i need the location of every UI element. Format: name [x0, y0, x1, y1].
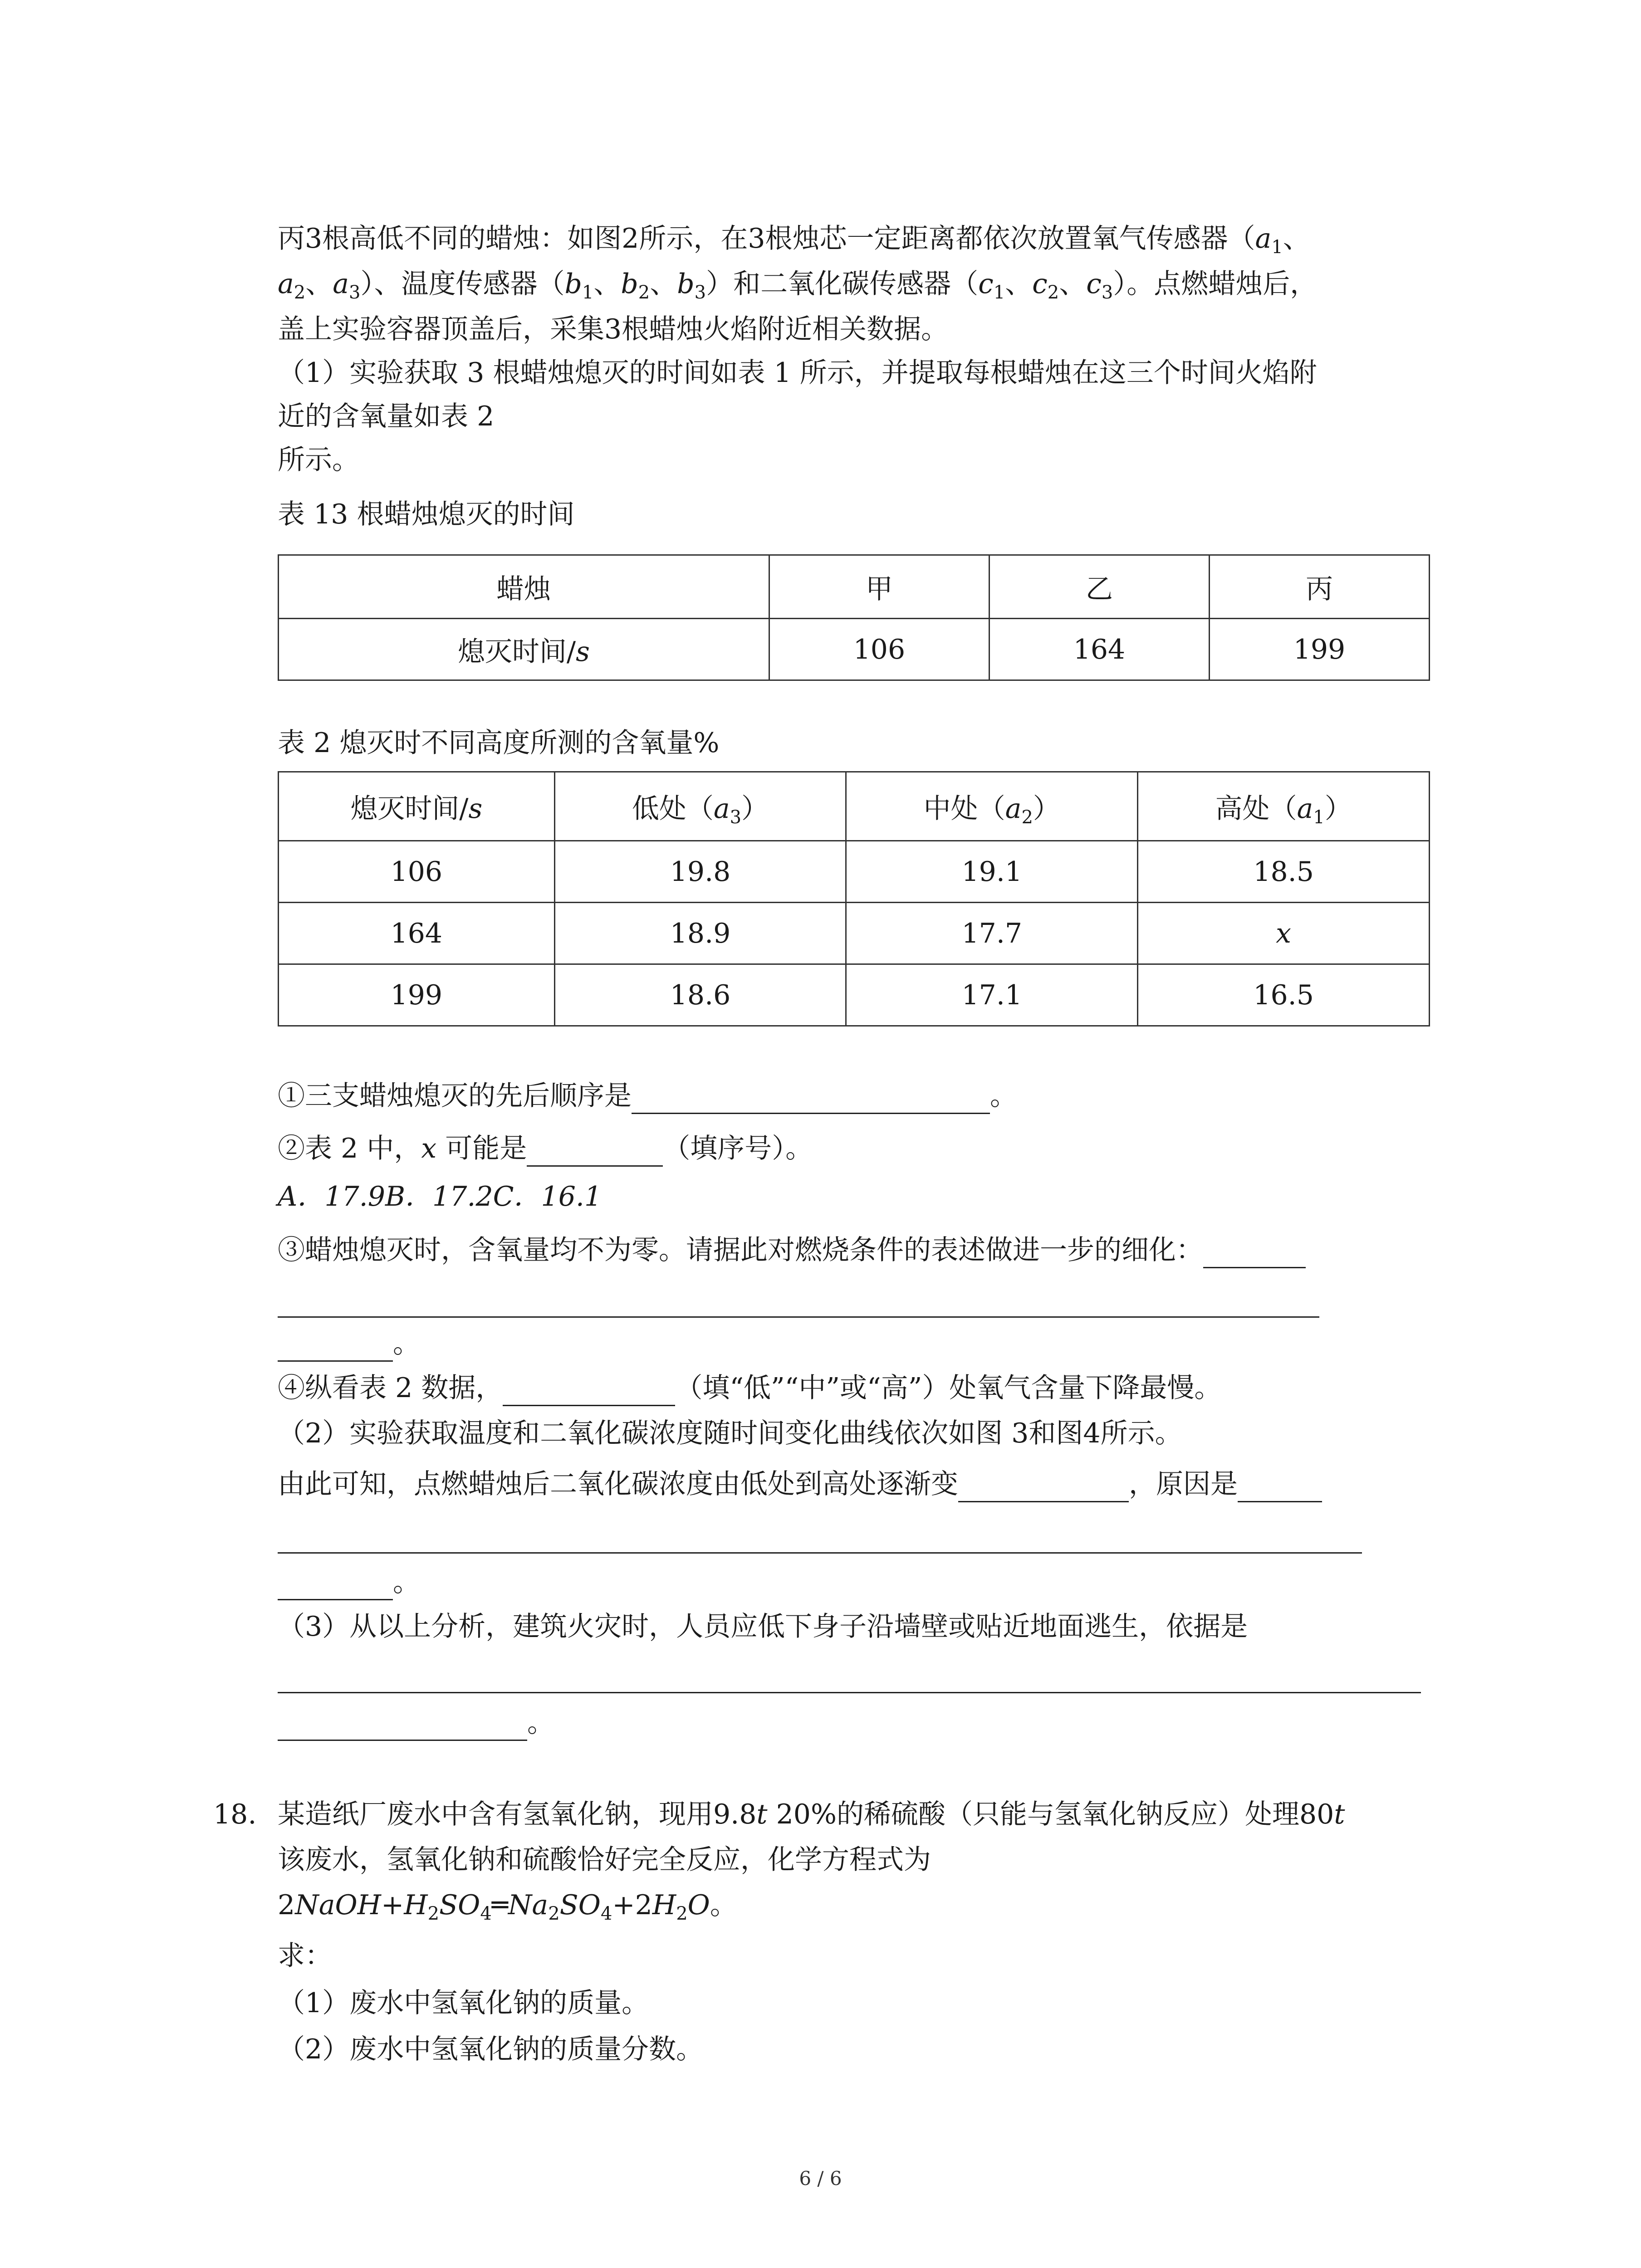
table1-header-cell: 蜡烛 — [279, 555, 769, 619]
q2-end: 。 — [278, 1564, 420, 1600]
q3-line-1: （3）从以上分析，建筑火灾时，人员应低下身子沿墙壁或贴近地面逃生，依据是 — [278, 1611, 1248, 1642]
q18-ask: 求： — [278, 1940, 332, 1972]
option-c: C．16.1 — [493, 1181, 602, 1212]
answer-options — [278, 1178, 602, 1215]
answer-blank[interactable] — [1203, 1239, 1306, 1268]
answer-blank[interactable] — [632, 1085, 990, 1114]
answer-blank[interactable] — [278, 1332, 393, 1362]
q2-line-2: 由此可知，点燃蜡烛后二氧化碳浓度由低处到高处逐渐变 ，原因是 — [278, 1466, 1322, 1502]
table1-header-cell: 甲 — [769, 555, 989, 619]
intro-line-1: 丙3根高低不同的蜡烛：如图2所示，在3根烛芯一定距离都依次放置氧气传感器（$a_1$、 — [278, 223, 1310, 258]
sub-question-4: ④纵看表 2 数据， （填“低”“中”或“高”）处氧气含量下降最慢。 — [278, 1370, 1221, 1406]
table1 — [278, 554, 1430, 681]
answer-blank[interactable] — [278, 1711, 527, 1741]
q18-line-1: 某造纸厂废水中含有氢氧化钠，现用9.8t 20%的稀硫酸（只能与氢氧化钠反应）处理80t — [278, 1799, 1345, 1830]
table2-cell: 17.1 — [846, 964, 1138, 1026]
q18-number: 18. — [213, 1799, 257, 1830]
table2-cell: x — [1138, 903, 1430, 964]
intro-line-3: 盖上实验容器顶盖后，采集3根蜡烛火焰附近相关数据。 — [278, 313, 949, 345]
table1-header-cell: 丙 — [1209, 555, 1429, 619]
table2-header-cell: 高处$(a_1)$ — [1138, 772, 1430, 841]
table2-cell: 19.8 — [554, 841, 846, 903]
table2-cell: 16.5 — [1138, 964, 1430, 1026]
table2 — [278, 771, 1430, 1026]
table2-cell: 18.6 — [554, 964, 846, 1026]
sub-question-3: ③蜡烛熄灭时，含氧量均不为零。请据此对燃烧条件的表述做进一步的细化： — [278, 1232, 1306, 1268]
table1-cell: 164 — [989, 619, 1209, 680]
q1-line-1: （1）实验获取 3 根蜡烛熄灭的时间如表 1 所示，并提取每根蜡烛在这三个时间火焰附 — [278, 357, 1317, 389]
answer-line[interactable] — [278, 1316, 1319, 1318]
q2-line-1: （2）实验获取温度和二氧化碳浓度随时间变化曲线依次如图 3和图4所示。 — [278, 1418, 1182, 1449]
chemical-equation: $2NaOH+H_2SO_4═Na_2SO_4+2H_2O$。 — [278, 1889, 737, 1924]
q3-end: 。 — [278, 1705, 554, 1741]
table2-row — [279, 841, 1430, 903]
table2-cell: 18.9 — [554, 903, 846, 964]
answer-blank[interactable] — [278, 1571, 393, 1600]
table2-header-cell: 熄灭时间/s — [279, 772, 555, 841]
sub-question-3-end: 。 — [278, 1325, 420, 1362]
answer-blank[interactable] — [958, 1473, 1129, 1502]
answer-blank[interactable] — [503, 1377, 675, 1406]
sub-question-2: ②表 2 中，x 可能是 （填序号）。 — [278, 1130, 813, 1167]
q18-part-2: （2）废水中氢氧化钠的质量分数。 — [278, 2033, 704, 2065]
table2-cell: 19.1 — [846, 841, 1138, 903]
q18-line-2: 该废水，氢氧化钠和硫酸恰好完全反应，化学方程式为 — [278, 1844, 931, 1876]
table2-cell: 17.7 — [846, 903, 1138, 964]
table2-cell: 106 — [279, 841, 555, 903]
q1-line-2: 近的含氧量如表 2 — [278, 401, 495, 432]
table1-cell: 106 — [769, 619, 989, 680]
answer-blank[interactable] — [1238, 1473, 1322, 1502]
table1-header-row — [279, 555, 1430, 619]
table2-caption: 表 2 熄灭时不同高度所测的含氧量% — [278, 727, 720, 759]
table2-header-cell: 低处$(a_3)$ — [554, 772, 846, 841]
q1-line-3: 所示。 — [278, 444, 359, 476]
table1-caption: 表 13 根蜡烛熄灭的时间 — [278, 499, 575, 530]
table2-cell: 199 — [279, 964, 555, 1026]
q18-part-1: （1）废水中氢氧化钠的质量。 — [278, 1987, 649, 2019]
table2-row — [279, 964, 1430, 1026]
table2-cell: 164 — [279, 903, 555, 964]
table2-row — [279, 903, 1430, 964]
page-number: 6 / 6 — [799, 2167, 842, 2190]
option-a: A．17.9 — [278, 1181, 385, 1212]
table2-header-row — [279, 772, 1430, 841]
answer-blank[interactable] — [527, 1137, 663, 1167]
intro-line-2: $a_2$、$a_3$）、温度传感器（$b_1$、$b_2$、$b_3$）和二氧化碳传感器（$c_1$、$c_2$、$c_3$）。点燃蜡烛后， — [278, 268, 1318, 303]
sub-question-1: ①三支蜡烛熄灭的先后顺序是 。 — [278, 1078, 1017, 1114]
answer-line[interactable] — [278, 1552, 1362, 1554]
table2-header-cell: 中处$(a_2)$ — [846, 772, 1138, 841]
table2-cell: 18.5 — [1138, 841, 1430, 903]
table1-header-cell: 乙 — [989, 555, 1209, 619]
table1-cell: 199 — [1209, 619, 1429, 680]
option-b: B．17.2 — [385, 1181, 493, 1212]
table1-row-label: 熄灭时间/s — [279, 619, 769, 680]
answer-line[interactable] — [278, 1692, 1421, 1693]
table1-row — [279, 619, 1430, 680]
